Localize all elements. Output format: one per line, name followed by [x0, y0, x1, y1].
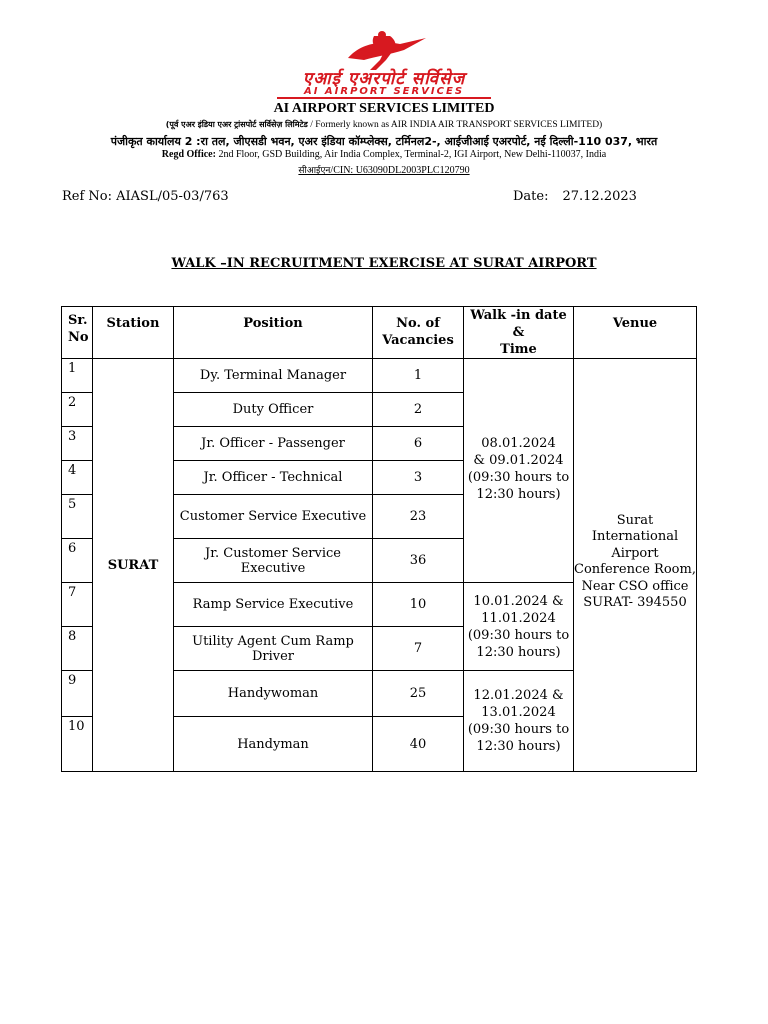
table-header-row — [62, 307, 697, 359]
position-cell: Jr. Officer - Passenger — [174, 427, 373, 461]
vacancies-cell: 40 — [373, 717, 464, 772]
sr-cell: 2 — [62, 393, 93, 427]
table-row — [62, 359, 697, 393]
logo-english-wordmark: AI AIRPORT SERVICES — [303, 86, 465, 97]
header-station: Station — [93, 307, 174, 359]
position-cell: Ramp Service Executive — [174, 583, 373, 627]
sr-cell: 9 — [62, 671, 93, 717]
vacancies-cell: 3 — [373, 461, 464, 495]
header-vacancies: No. of Vacancies — [373, 307, 464, 359]
vacancies-cell: 1 — [373, 359, 464, 393]
sr-cell: 1 — [62, 359, 93, 393]
company-name: AI AIRPORT SERVICES LIMITED — [273, 101, 495, 116]
position-cell: Duty Officer — [174, 393, 373, 427]
vacancies-cell: 7 — [373, 627, 464, 671]
sr-cell: 5 — [62, 495, 93, 539]
vacancies-cell: 10 — [373, 583, 464, 627]
position-cell: Jr. Customer Service Executive — [174, 539, 373, 583]
logo-divider — [277, 97, 491, 99]
position-cell: Utility Agent Cum Ramp Driver — [174, 627, 373, 671]
formerly-english: / Formerly known as AIR INDIA AIR TRANSPORT SERVICES LIMITED) — [307, 120, 603, 130]
formerly-hindi: (पूर्व एअर इंडिया एअर ट्रांसपोर्ट सर्विसेज़ लिमिटेड — [165, 120, 308, 129]
station-cell: SURAT — [93, 359, 174, 772]
regd-address: 2nd Floor, GSD Building, Air India Complex, Terminal-2, IGI Airport, New Delhi-110037, India — [215, 149, 607, 160]
date-value: 27.12.2023 — [562, 189, 637, 204]
header-venue: Venue — [574, 307, 697, 359]
walk-in-cell-3: 12.01.2024 & 13.01.2024 (09:30 hours to 12:30 hours) — [464, 671, 574, 772]
vacancies-cell: 25 — [373, 671, 464, 717]
vacancies-cell: 2 — [373, 393, 464, 427]
sr-cell: 8 — [62, 627, 93, 671]
hindi-registered-address: पंजीकृत कार्यालय 2 :रा तल, जीएसडी भवन, एअर इंडिया कॉम्प्लेक्स, टर्मिनल2-, आईजीआई एअरपोर्ट, नई दिल्ली-110 037, भारत — [110, 135, 658, 148]
letter-date — [513, 189, 637, 204]
sr-cell: 6 — [62, 539, 93, 583]
registered-office — [0, 149, 768, 160]
cin-text: /CIN: U63090DL2003PLC120790 — [330, 165, 470, 176]
header-sr-no: Sr. No — [62, 307, 93, 359]
vacancies-cell: 23 — [373, 495, 464, 539]
position-cell: Jr. Officer - Technical — [174, 461, 373, 495]
date-label: Date: — [513, 189, 549, 204]
walk-in-cell-2: 10.01.2024 & 11.01.2024 (09:30 hours to 12:30 hours) — [464, 583, 574, 671]
page-title: WALK –IN RECRUITMENT EXERCISE AT SURAT AIRPORT — [171, 256, 597, 271]
vacancies-cell: 6 — [373, 427, 464, 461]
sr-cell: 7 — [62, 583, 93, 627]
recruitment-table — [61, 306, 697, 772]
position-cell: Handywoman — [174, 671, 373, 717]
position-cell: Dy. Terminal Manager — [174, 359, 373, 393]
position-cell: Customer Service Executive — [174, 495, 373, 539]
sr-cell: 10 — [62, 717, 93, 772]
venue-cell: Surat International Airport Conference Room, Near CSO office SURAT- 394550 — [574, 359, 697, 772]
walk-in-cell-1: 08.01.2024 & 09.01.2024 (09:30 hours to 12:30 hours) — [464, 359, 574, 583]
reference-number: Ref No: AIASL/05-03/763 — [62, 189, 229, 204]
cin-number — [0, 163, 768, 176]
logo-hindi-wordmark: एआई एअरपोर्ट सर्विसेज — [302, 69, 466, 89]
regd-label: Regd Office: — [161, 149, 216, 160]
cin-hindi: सीआईएन — [298, 166, 331, 176]
sr-cell: 3 — [62, 427, 93, 461]
position-cell: Handyman — [174, 717, 373, 772]
header-walk-in: Walk -in date & Time — [464, 307, 574, 359]
sr-cell: 4 — [62, 461, 93, 495]
formerly-known-as — [0, 119, 768, 130]
vacancies-cell: 36 — [373, 539, 464, 583]
header-position: Position — [174, 307, 373, 359]
